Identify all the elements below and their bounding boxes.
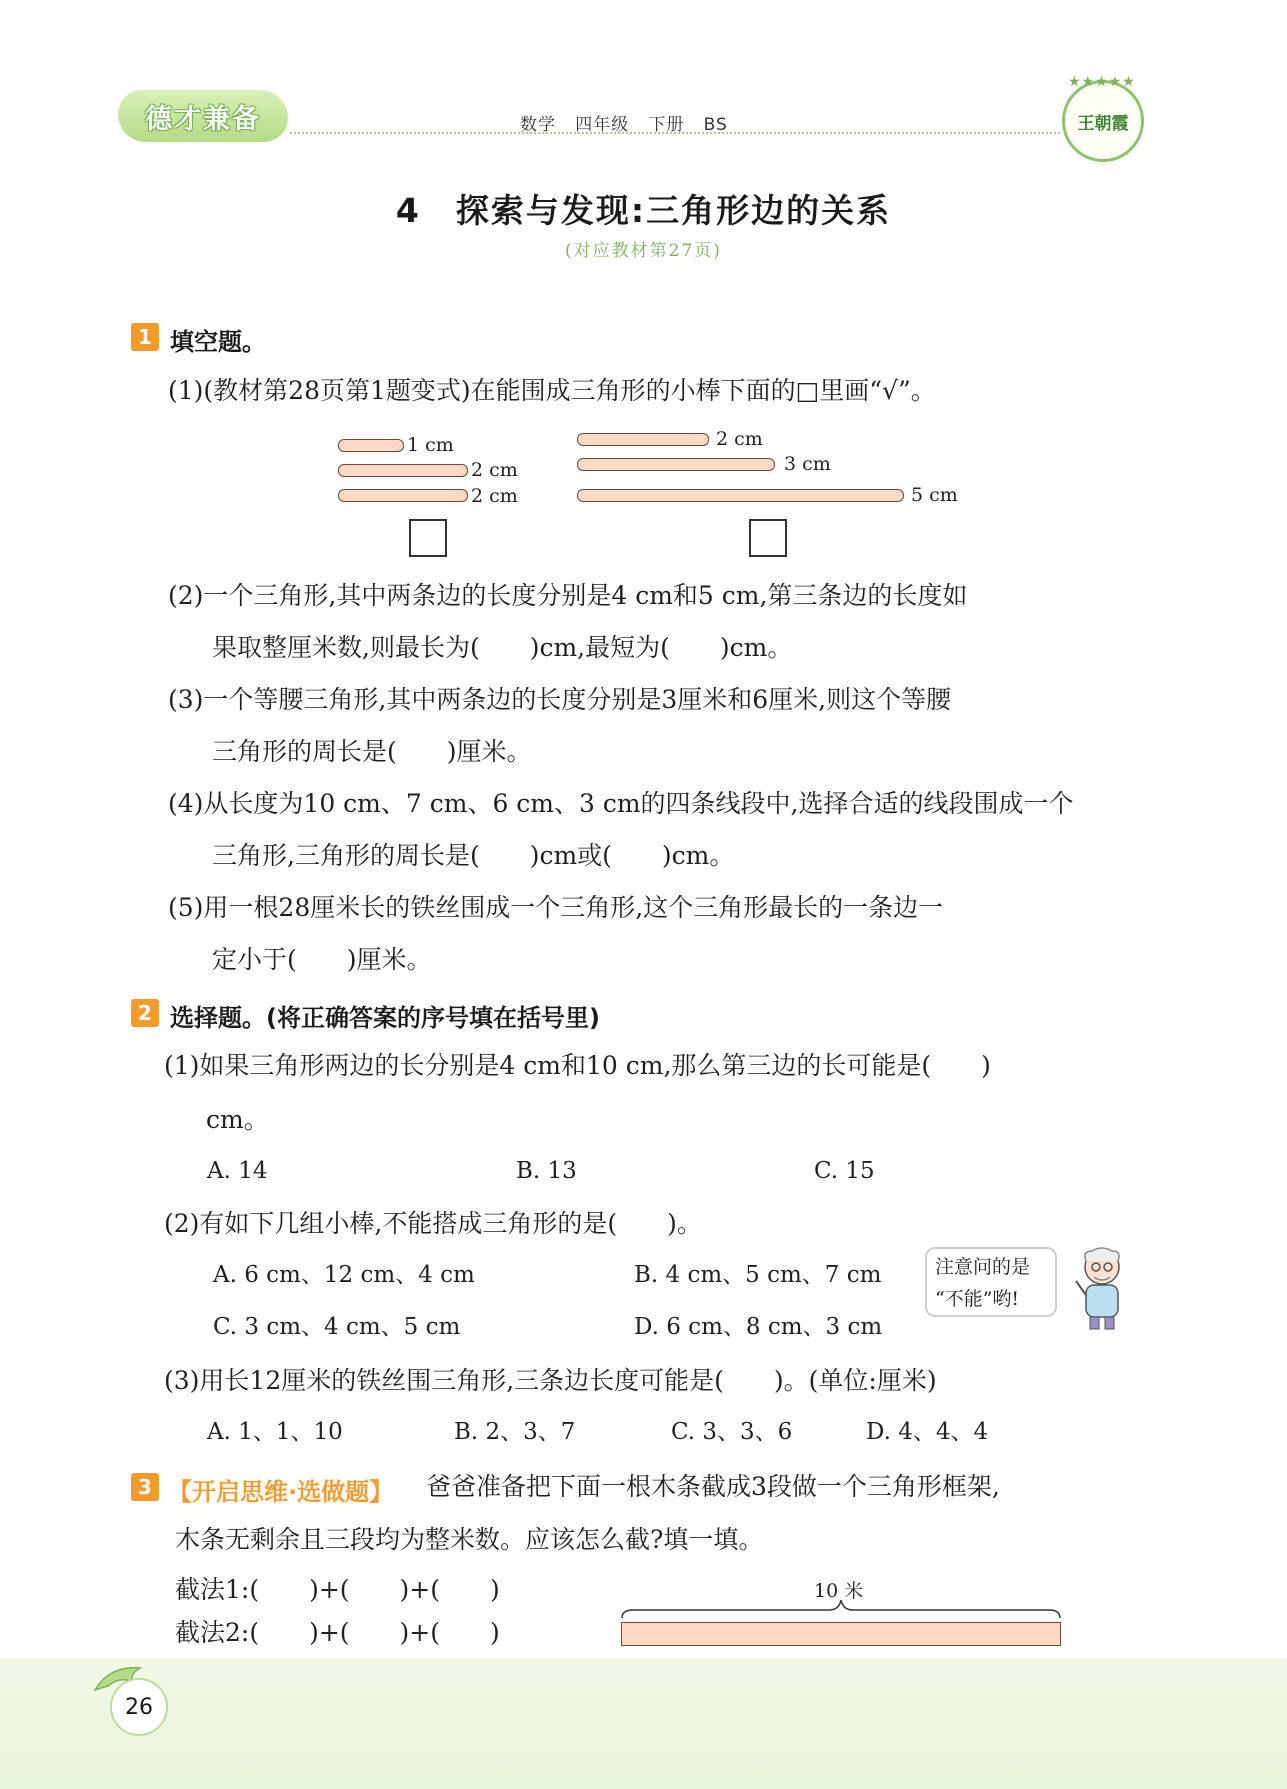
brand-logo: 德才兼备: [118, 90, 288, 142]
stick-label: 2 cm: [471, 485, 518, 507]
section-1-number: 1: [131, 323, 159, 351]
section-3-tag: 【开启思维·选做题】: [168, 1478, 394, 1506]
stick: [338, 464, 468, 477]
s3-method-2: 截法2:( )+( )+( ): [175, 1618, 500, 1647]
page-number: 26: [110, 1678, 168, 1736]
s2-q2: (2)有如下几组小棒,不能搭成三角形的是( )。: [164, 1209, 702, 1238]
old-man-icon: [1072, 1245, 1134, 1331]
s1-q3-line1: (3)一个等腰三角形,其中两条边的长度分别是3厘米和6厘米,则这个等腰: [168, 685, 952, 714]
section-1-heading: 填空题。: [170, 328, 266, 356]
s2-q3-option-b: B. 2、3、7: [454, 1419, 576, 1445]
hint-line: “不能”哟!: [935, 1288, 1020, 1310]
stick: [577, 458, 775, 471]
answer-box-a[interactable]: [409, 519, 447, 557]
s3-method-1: 截法1:( )+( )+( ): [175, 1575, 500, 1604]
s1-q4-line1: (4)从长度为10 cm、7 cm、6 cm、3 cm的四条线段中,选择合适的线段围成一个: [168, 789, 1074, 818]
s1-q3-line2: 三角形的周长是( )厘米。: [212, 737, 532, 766]
stick-label: 1 cm: [407, 434, 454, 456]
section-3-number: 3: [131, 1473, 159, 1501]
s1-q1: (1)(教材第28页第1题变式)在能围成三角形的小棒下面的□里画“√”。: [168, 376, 936, 405]
s2-q1-option-b: B. 13: [516, 1158, 577, 1184]
s2-q2-option-b: B. 4 cm、5 cm、7 cm: [634, 1262, 882, 1288]
s2-q2-option-d: D. 6 cm、8 cm、3 cm: [634, 1314, 883, 1340]
stick-label: 2 cm: [471, 459, 518, 481]
hint-bubble: [925, 1247, 1057, 1317]
s1-q2-line1: (2)一个三角形,其中两条边的长度分别是4 cm和5 cm,第三条边的长度如: [168, 581, 968, 610]
s2-q1-option-c: C. 15: [814, 1158, 875, 1184]
s1-q2-line2: 果取整厘米数,则最长为( )cm,最短为( )cm。: [212, 633, 793, 662]
s2-q3-option-a: A. 1、1、10: [207, 1419, 343, 1445]
s1-q5-line2: 定小于( )厘米。: [212, 945, 432, 974]
s2-q2-option-c: C. 3 cm、4 cm、5 cm: [213, 1314, 461, 1340]
stick: [338, 489, 468, 502]
section-2-heading: 选择题。(将正确答案的序号填在括号里): [170, 1004, 600, 1032]
s3-line1: 爸爸准备把下面一根木条截成3段做一个三角形框架,: [426, 1472, 1000, 1501]
s1-q5-line1: (5)用一根28厘米长的铁丝围成一个三角形,这个三角形最长的一条边一: [168, 893, 944, 922]
stick: [577, 433, 709, 446]
stick-label: 2 cm: [716, 428, 763, 450]
stick: [338, 439, 404, 452]
s3-line2: 木条无剩余且三段均为整米数。应该怎么截?填一填。: [175, 1525, 764, 1554]
stick-label: 5 cm: [911, 484, 958, 506]
edition: BS: [703, 115, 728, 135]
subject: 数学: [520, 115, 556, 135]
wood-length-label: 10 米: [814, 1580, 864, 1602]
grade: 四年级: [575, 115, 630, 135]
s2-q3-option-c: C. 3、3、6: [671, 1419, 793, 1445]
seal-badge: 王朝霞: [1062, 80, 1144, 162]
brace-icon: [621, 1598, 1061, 1620]
page-title: 4 探索与发现:三角形边的关系: [395, 191, 892, 230]
stick-label: 3 cm: [784, 453, 831, 475]
volume: 下册: [648, 115, 685, 135]
s2-q1-line2: cm。: [206, 1105, 269, 1134]
s1-q4-line2: 三角形,三角形的周长是( )cm或( )cm。: [212, 841, 735, 870]
page-footer: [0, 1658, 1287, 1789]
stick: [577, 489, 904, 502]
star-icon: ★★★★★: [1068, 74, 1136, 90]
header-info: [520, 110, 728, 135]
s2-q2-option-a: A. 6 cm、12 cm、4 cm: [213, 1262, 475, 1288]
s2-q1-option-a: A. 14: [207, 1158, 268, 1184]
wood-bar: [621, 1622, 1061, 1646]
answer-box-b[interactable]: [749, 519, 787, 557]
hint-line: 注意问的是: [935, 1256, 1031, 1278]
page-subtitle: (对应教材第27页): [565, 241, 722, 261]
s2-q3-option-d: D. 4、4、4: [866, 1419, 989, 1445]
section-2-number: 2: [131, 999, 159, 1027]
s2-q1-line1: (1)如果三角形两边的长分别是4 cm和10 cm,那么第三边的长可能是( ): [164, 1051, 991, 1080]
s2-q3: (3)用长12厘米的铁丝围三角形,三条边长度可能是( )。(单位:厘米): [164, 1366, 937, 1395]
